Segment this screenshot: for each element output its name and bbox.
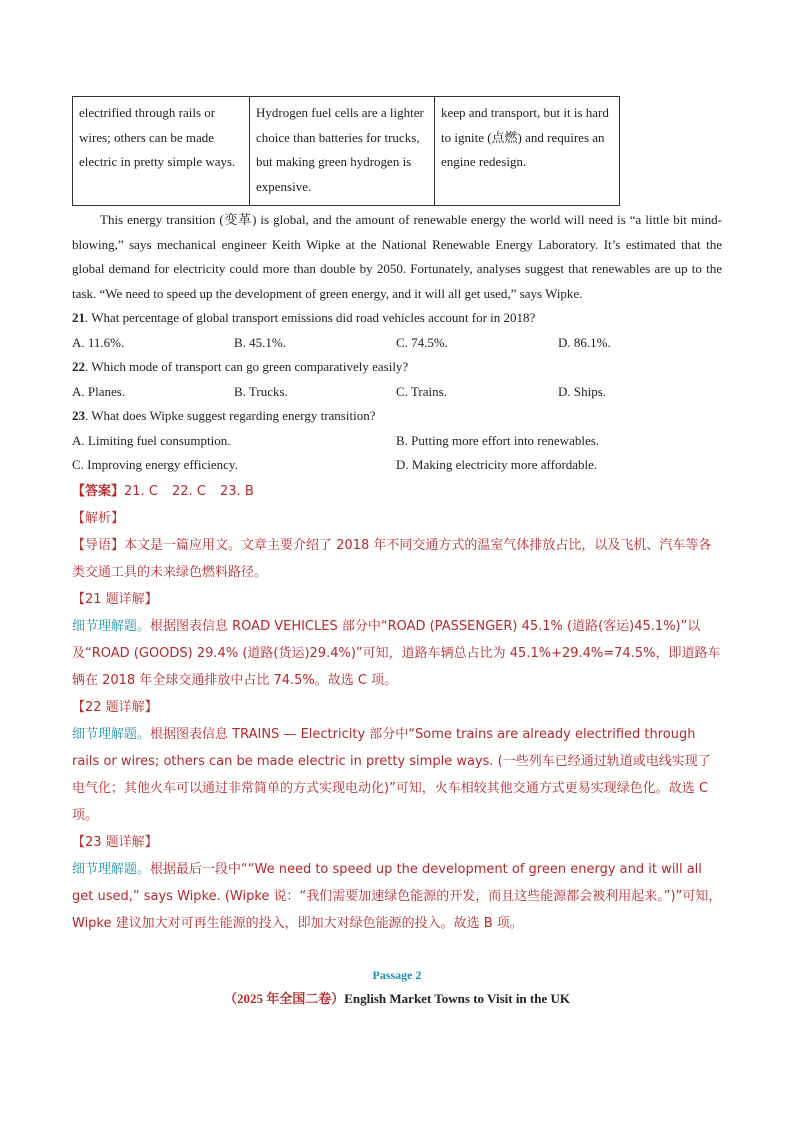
question-number: 23 [72,408,85,423]
option-d: D. Making electricity more affordable. [396,457,598,472]
option-c: C. Improving energy efficiency. [72,457,238,472]
detail-text: 根据最后一段中““We need to speed up the development of green energy and it will all get used,” says Wipke. (Wipke 说：“我们需要加速绿色能源的开发，而且这些能源都会被利用起来。”)”可知，Wipke 建议加大对可再生能源的投入，即加大对绿色能源的投入。故选 B 项。 [72,861,722,931]
options-row [72,380,722,405]
detail-21-body [72,613,722,694]
question-number: 22 [72,359,85,374]
option-b: B. 45.1%. [234,334,286,350]
detail-method: 细节理解题。 [72,726,151,742]
analysis-label: 【解析】 [72,510,125,526]
option-d: D. 86.1%. [558,334,611,350]
option-c: C. Trains. [396,383,447,399]
detail-22-body [72,721,722,829]
document-page [72,96,722,1013]
guide-paragraph [72,532,722,586]
question-stem [72,404,722,429]
answer-label: 【答案】 [72,483,125,499]
detail-23-body [72,856,722,937]
option-b: B. Trucks. [234,383,288,399]
passage-label: Passage 2 [372,967,422,982]
detail-method: 细节理解题。 [72,618,151,634]
question-21 [72,306,722,355]
question-stem [72,355,722,380]
detail-text: 根据图表信息 ROAD VEHICLES 部分中“ROAD (PASSENGER) 45.1% (道路(客运)45.1%)”以及“ROAD (GOODS) 29.4% (道路(货运)29.4%)”可知，道路车辆总占比为 45.1%+29.4%=74.5%，即道路车辆在 2018 年全球交通排放中占比 74.5%。故选 C 项。 [72,618,721,688]
options-row [72,453,722,478]
answer-22: 22. C [172,483,206,499]
passage-title-line [72,985,722,1013]
options-row [72,429,722,454]
options-row [72,331,722,356]
question-23 [72,404,722,478]
table-row [73,97,620,206]
answer-21: 21. C [124,483,158,499]
guide-label: 【导语】 [72,537,125,553]
transport-table [72,96,620,206]
answer-row [72,478,722,505]
answer-23: 23. B [220,483,254,499]
detail-22-heading: 【22 题详解】 [72,699,158,715]
detail-method: 细节理解题。 [72,861,151,877]
option-c: C. 74.5%. [396,334,448,350]
detail-23-heading: 【23 题详解】 [72,834,158,850]
question-stem [72,306,722,331]
option-a: A. 11.6%. [72,334,125,350]
table-cell-trains: electrified through rails or wires; others can be made electric in pretty simple ways. [73,97,250,206]
detail-text: 根据图表信息 TRAINS — Electricity 部分中“Some trains are already electrified through rails or wires; others can be made electric in pretty simple ways. (一些列车已经通过轨道或电线实现了电气化；其他火车可以通过非常简单的方式实现电动化)”可知，火车相较其他交通方式更易实现绿色化。故选 C 项。 [72,726,711,823]
option-a: A. Limiting fuel consumption. [72,432,231,448]
table-cell-trucks: Hydrogen fuel cells are a lighter choice than batteries for trucks, but making green hydrogen is expensive. [250,97,435,206]
passage-paragraph: This energy transition (变革) is global, and the amount of renewable energy the world will need is “a little bit mind-blowing,” says mechanical engineer Keith Wipke at the National Renewable Energy Laboratory. It’s estimated that the global demand for electricity could more than double by 2050. Fortunately, analyses suggest that renewables are up to the task. “We need to speed up the development of green energy, and it will all get used,” says Wipke. [72,212,722,301]
question-22 [72,355,722,404]
passage-title: English Market Towns to Visit in the UK [344,990,570,1006]
question-text: . What does Wipke suggest regarding energy transition? [85,408,376,423]
detail-21-heading: 【21 题详解】 [72,591,158,607]
question-text: . Which mode of transport can go green comparatively easily? [85,359,409,374]
option-b: B. Putting more effort into renewables. [396,432,600,448]
question-text: . What percentage of global transport emissions did road vehicles account for in 2018? [85,310,536,325]
option-d: D. Ships. [558,383,607,399]
guide-text: 本文是一篇应用文。文章主要介绍了 2018 年不同交通方式的温室气体排放占比，以及飞机、汽车等各类交通工具的未来绿色燃料路径。 [72,537,712,580]
table-cell-ships: keep and transport, but it is hard to ignite (点燃) and requires an engine redesign. [435,97,620,206]
option-a: A. Planes. [72,383,126,399]
question-number: 21 [72,310,85,325]
passage-source-tag: （2025 年全国二卷） [223,990,345,1006]
